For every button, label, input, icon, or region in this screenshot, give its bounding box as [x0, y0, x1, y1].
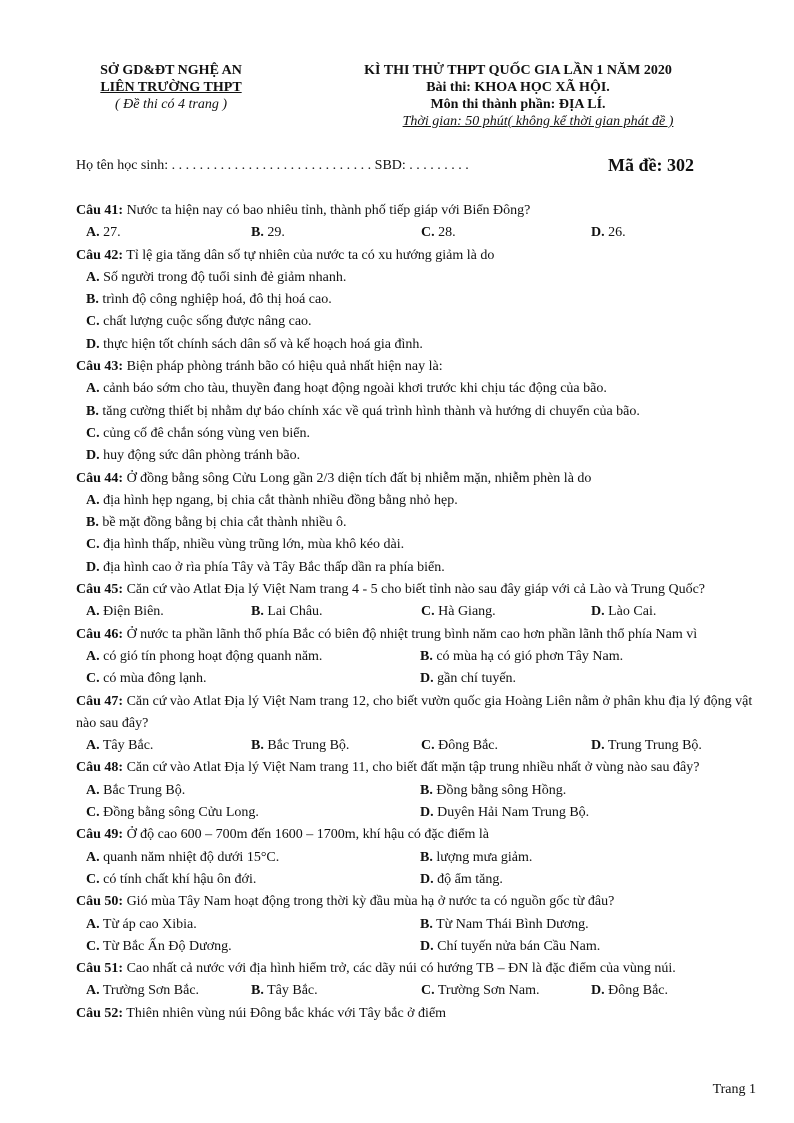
question-label: Câu 41:	[76, 203, 124, 218]
option-key: A.	[86, 648, 100, 664]
question	[76, 468, 756, 490]
exam-subject: Bài thi: KHOA HỌC XÃ HỘI.	[426, 80, 610, 95]
answer-option[interactable]	[86, 914, 420, 936]
answer-option[interactable]	[420, 646, 740, 668]
option-key: C.	[86, 871, 100, 887]
question-text: Ở nước ta phần lãnh thổ phía Bắc có biên độ nhiệt trung bình năm cao hơn phần lãnh thổ phía Nam vì	[123, 626, 698, 642]
option-key: B.	[251, 983, 264, 999]
option-key: B.	[420, 849, 433, 865]
option-key: A.	[86, 225, 100, 241]
question-list	[76, 200, 756, 1025]
option-key: C.	[86, 425, 100, 441]
option-key: A.	[86, 269, 100, 285]
answer-option[interactable]	[76, 423, 756, 445]
answer-option[interactable]	[251, 735, 421, 757]
option-key: D.	[420, 671, 434, 687]
options-row	[76, 936, 756, 958]
question-text: Gió mùa Tây Nam hoạt động trong thời kỳ đầu mùa hạ ở nước ta có nguồn gốc từ đâu?	[123, 894, 615, 910]
option-key: D.	[591, 738, 605, 754]
answer-option[interactable]	[76, 445, 756, 467]
option-text: Từ áp cao Xibia.	[99, 916, 197, 932]
answer-option[interactable]	[76, 512, 756, 534]
option-text: Đông Bắc.	[434, 738, 499, 754]
option-key: C.	[421, 225, 435, 241]
answer-option[interactable]	[76, 490, 756, 512]
answer-option[interactable]	[591, 601, 711, 623]
option-key: C.	[86, 314, 100, 330]
question-text: Căn cứ vào Atlat Địa lý Việt Nam trang 12, cho biết vườn quốc gia Hoàng Liên nằm ở phân khu địa lý động vật nào sau đây?	[76, 693, 753, 731]
option-key: D.	[591, 225, 605, 241]
answer-option[interactable]	[86, 802, 420, 824]
question-label: Câu 47:	[76, 693, 124, 709]
option-key: D.	[86, 559, 100, 575]
option-text: độ ẩm tăng.	[433, 871, 503, 887]
option-key: C.	[86, 537, 100, 553]
answer-option[interactable]	[86, 735, 251, 757]
option-text: địa hình cao ở rìa phía Tây và Tây Bắc thấp dần ra phía biển.	[99, 559, 445, 575]
answer-option[interactable]	[251, 980, 421, 1002]
options-row	[76, 668, 756, 690]
answer-option[interactable]	[86, 869, 420, 891]
answer-option[interactable]	[76, 557, 756, 579]
answer-option[interactable]	[76, 401, 756, 423]
answer-option[interactable]	[86, 936, 420, 958]
answer-option[interactable]	[86, 668, 420, 690]
option-text: Duyên Hải Nam Trung Bộ.	[433, 805, 590, 821]
school-name: LIÊN TRƯỜNG THPT	[100, 80, 242, 95]
option-text: cảnh báo sớm cho tàu, thuyền đang hoạt động ngoài khơi trước khi chịu tác động của bão.	[99, 381, 607, 397]
header-right	[318, 62, 718, 130]
option-text: Tây Bắc.	[99, 738, 154, 754]
option-text: địa hình hẹp ngang, bị chia cắt thành nhiều đồng bằng nhỏ hẹp.	[99, 492, 458, 508]
answer-option[interactable]	[420, 668, 740, 690]
option-text: Trường Sơn Bắc.	[99, 983, 200, 999]
option-key: A.	[86, 738, 100, 754]
option-text: Đông Bắc.	[604, 983, 669, 999]
answer-option[interactable]	[421, 222, 591, 244]
option-text: bề mặt đồng bằng bị chia cắt thành nhiều ô.	[98, 515, 347, 531]
pages-note: ( Đề thi có 4 trang )	[115, 97, 227, 112]
question-text: Nước ta hiện nay có bao nhiêu tỉnh, thành phố tiếp giáp với Biển Đông?	[123, 203, 531, 218]
question-text: Căn cứ vào Atlat Địa lý Việt Nam trang 4 - 5 cho biết tỉnh nào sau đây giáp với cả Lào và Trung Quốc?	[123, 582, 705, 598]
question	[76, 356, 756, 378]
page-number: Trang 1	[712, 1082, 756, 1097]
question-text: Thiên nhiên vùng núi Đông bắc khác với Tây bắc ở điểm	[123, 1005, 447, 1021]
answer-option[interactable]	[86, 222, 251, 244]
option-key: A.	[86, 604, 100, 620]
options-row	[76, 847, 756, 869]
option-text: có mùa đông lạnh.	[99, 671, 207, 687]
answer-option[interactable]	[76, 311, 756, 333]
options-row	[76, 802, 756, 824]
option-text: 26.	[604, 225, 626, 241]
option-key: C.	[421, 604, 435, 620]
option-key: B.	[86, 403, 99, 419]
answer-option[interactable]	[421, 735, 591, 757]
answer-option[interactable]	[251, 222, 421, 244]
option-text: Bắc Trung Bộ.	[99, 782, 186, 798]
option-text: tăng cường thiết bị nhằm dự báo chính xác về quá trình hình thành và hướng di chuyển của bão.	[98, 403, 640, 419]
option-text: quanh năm nhiệt độ dưới 15°C.	[99, 849, 280, 865]
option-key: A.	[86, 492, 100, 508]
question-label: Câu 51:	[76, 961, 124, 977]
options-row	[76, 914, 756, 936]
answer-option[interactable]	[76, 534, 756, 556]
option-key: D.	[86, 336, 100, 352]
options-row	[76, 646, 756, 668]
answer-option[interactable]	[76, 289, 756, 311]
answer-option[interactable]	[86, 780, 420, 802]
question	[76, 245, 756, 267]
question-label: Câu 46:	[76, 626, 124, 642]
option-key: A.	[86, 782, 100, 798]
option-key: C.	[86, 805, 100, 821]
option-key: D.	[420, 938, 434, 954]
answer-option[interactable]	[86, 980, 251, 1002]
option-text: có tính chất khí hậu ôn đới.	[99, 871, 257, 887]
answer-option[interactable]	[86, 646, 420, 668]
question-text: Tỉ lệ gia tăng dân số tự nhiên của nước ta có xu hướng giảm là do	[123, 247, 495, 263]
department-name: SỞ GD&ĐT NGHỆ AN	[100, 63, 242, 78]
option-key: B.	[86, 515, 99, 531]
question-label: Câu 43:	[76, 359, 124, 375]
options-row	[76, 601, 756, 623]
answer-option[interactable]	[76, 267, 756, 289]
question-label: Câu 52:	[76, 1005, 124, 1021]
option-key: D.	[86, 448, 100, 464]
question	[76, 200, 756, 222]
option-text: có mùa hạ có gió phơn Tây Nam.	[432, 648, 624, 664]
answer-option[interactable]	[591, 735, 711, 757]
option-key: A.	[86, 381, 100, 397]
option-text: Từ Nam Thái Bình Dương.	[432, 916, 589, 932]
exam-component: Môn thi thành phần: ĐỊA LÍ.	[430, 97, 606, 112]
question	[76, 891, 756, 913]
student-name-sbd-label: Họ tên học sinh: . . . . . . . . . . . . . . . . . . . . . . . . . . . . . SBD: . . . . . . . . .	[76, 158, 469, 173]
question-text: Ở đồng bằng sông Cửu Long gần 2/3 diện tích đất bị nhiễm mặn, nhiễm phèn là do	[123, 470, 592, 486]
option-text: có gió tín phong hoạt động quanh năm.	[99, 648, 323, 664]
option-text: địa hình thấp, nhiều vùng trũng lớn, mùa khô kéo dài.	[99, 537, 405, 553]
question	[76, 624, 756, 646]
question	[76, 1003, 756, 1025]
option-text: 27.	[99, 225, 121, 241]
option-text: Đồng bằng sông Cửu Long.	[99, 805, 259, 821]
question-label: Câu 50:	[76, 894, 124, 910]
options-row	[76, 980, 756, 1002]
exam-title: KÌ THI THỬ THPT QUỐC GIA LẦN 1 NĂM 2020	[364, 63, 672, 78]
exam-time: Thời gian: 50 phút( không kể thời gian phát đề )	[402, 114, 674, 129]
option-key: A.	[86, 916, 100, 932]
options-row	[76, 869, 756, 891]
option-key: D.	[420, 871, 434, 887]
option-key: B.	[251, 225, 264, 241]
answer-option[interactable]	[420, 936, 740, 958]
question	[76, 691, 756, 736]
option-text: Lai Châu.	[263, 604, 323, 620]
question-label: Câu 48:	[76, 760, 124, 776]
question-text: Ở độ cao 600 – 700m đến 1600 – 1700m, khí hậu có đặc điểm là	[123, 827, 489, 843]
option-key: C.	[421, 738, 435, 754]
option-text: Lào Cai.	[604, 604, 657, 620]
header-left	[76, 62, 266, 113]
question	[76, 579, 756, 601]
answer-option[interactable]	[86, 847, 420, 869]
question-text: Cao nhất cả nước với địa hình hiểm trở, các dãy núi có hướng TB – ĐN là đặc điểm của vùng núi.	[123, 961, 676, 977]
question-label: Câu 49:	[76, 827, 124, 843]
question-text: Căn cứ vào Atlat Địa lý Việt Nam trang 11, cho biết đất mặn tập trung nhiều nhất ở vùng nào sau đây?	[123, 760, 700, 776]
answer-option[interactable]	[421, 980, 591, 1002]
answer-option[interactable]	[591, 222, 711, 244]
option-text: Từ Bắc Ấn Độ Dương.	[99, 938, 232, 954]
option-text: 28.	[434, 225, 456, 241]
option-key: C.	[421, 983, 435, 999]
options-row	[76, 735, 756, 757]
answer-option[interactable]	[421, 601, 591, 623]
option-text: Đồng bằng sông Hồng.	[432, 782, 567, 798]
option-text: lượng mưa giảm.	[432, 849, 533, 865]
option-key: D.	[420, 805, 434, 821]
option-key: C.	[86, 938, 100, 954]
option-text: củng cố đê chắn sóng vùng ven biển.	[99, 425, 310, 441]
student-info-line	[76, 155, 716, 180]
option-text: 29.	[263, 225, 285, 241]
question-label: Câu 42:	[76, 247, 124, 263]
question-label: Câu 45:	[76, 582, 124, 598]
question	[76, 958, 756, 980]
answer-option[interactable]	[420, 869, 740, 891]
option-text: chất lượng cuộc sống được nâng cao.	[99, 314, 312, 330]
option-key: C.	[86, 671, 100, 687]
option-text: Điện Biên.	[99, 604, 164, 620]
option-key: A.	[86, 849, 100, 865]
question	[76, 824, 756, 846]
answer-option[interactable]	[420, 780, 740, 802]
exam-code: Mã đề: 302	[608, 155, 694, 175]
option-key: B.	[86, 292, 99, 308]
option-text: Tây Bắc.	[263, 983, 318, 999]
option-text: Hà Giang.	[434, 604, 496, 620]
option-text: Chí tuyến nửa bán Cầu Nam.	[433, 938, 601, 954]
option-key: B.	[420, 916, 433, 932]
option-text: Trung Trung Bộ.	[604, 738, 702, 754]
answer-option[interactable]	[420, 914, 740, 936]
option-text: huy động sức dân phòng tránh bão.	[99, 448, 301, 464]
option-key: A.	[86, 983, 100, 999]
option-text: Số người trong độ tuổi sinh đẻ giảm nhanh.	[99, 269, 347, 285]
option-key: B.	[420, 782, 433, 798]
question	[76, 757, 756, 779]
option-key: B.	[420, 648, 433, 664]
options-row	[76, 780, 756, 802]
answer-option[interactable]	[420, 802, 740, 824]
options-row	[76, 222, 756, 244]
answer-option[interactable]	[420, 847, 740, 869]
option-key: D.	[591, 983, 605, 999]
answer-option[interactable]	[591, 980, 711, 1002]
option-text: thực hiện tốt chính sách dân số và kế hoạch hoá gia đình.	[99, 336, 423, 352]
question-text: Biện pháp phòng tránh bão có hiệu quả nhất hiện nay là:	[123, 359, 443, 375]
option-text: Bắc Trung Bộ.	[263, 738, 350, 754]
answer-option[interactable]	[76, 334, 756, 356]
option-text: trình độ công nghiệp hoá, đô thị hoá cao.	[98, 292, 332, 308]
option-key: B.	[251, 738, 264, 754]
option-key: B.	[251, 604, 264, 620]
answer-option[interactable]	[76, 378, 756, 400]
question-label: Câu 44:	[76, 470, 124, 486]
option-key: D.	[591, 604, 605, 620]
answer-option[interactable]	[251, 601, 421, 623]
option-text: gần chí tuyến.	[433, 671, 517, 687]
answer-option[interactable]	[86, 601, 251, 623]
option-text: Trường Sơn Nam.	[434, 983, 540, 999]
